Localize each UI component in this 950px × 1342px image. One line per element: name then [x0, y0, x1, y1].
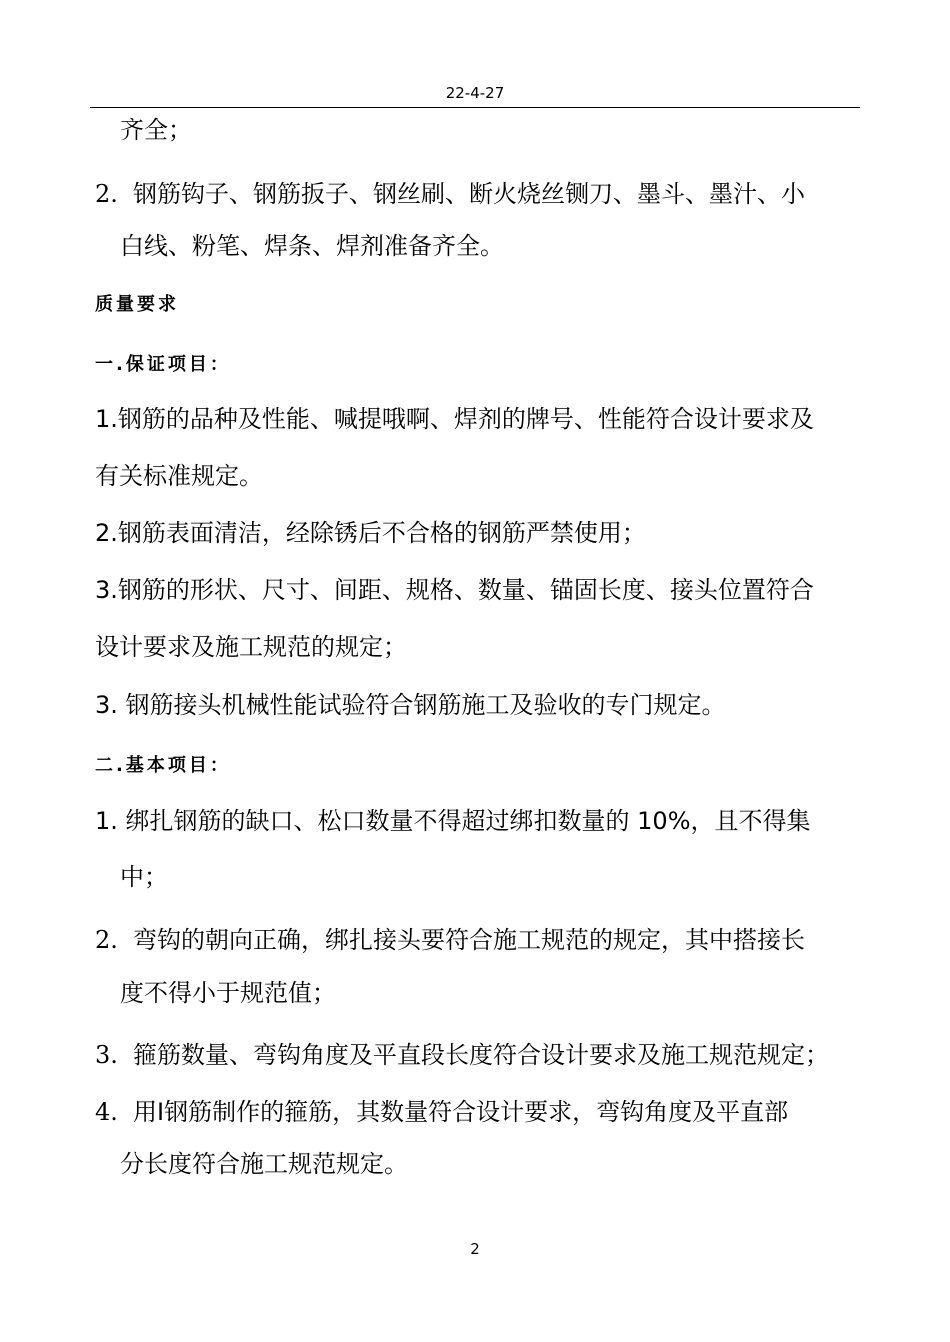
text-line-1: 齐全； — [120, 116, 192, 144]
list-text: 弯钩的朝向正确，绑扎接头要符合施工规范的规定，其中搭接长 — [133, 926, 805, 954]
list-number: 3. — [95, 1041, 118, 1069]
list-item-grade-i — [95, 1095, 865, 1129]
list-number: 2. — [95, 926, 118, 954]
text-line-4: 1.钢筋的品种及性能、喊提哦啊、焊剂的牌号、性能符合设计要求及 — [95, 405, 814, 433]
text-line-16: 分长度符合施工规范规定。 — [120, 1150, 408, 1178]
list-item-tools — [95, 177, 865, 211]
page-number: 2 — [470, 1240, 480, 1258]
section-heading-quality: 质量要求 — [95, 294, 179, 315]
text-line-9: 3. 钢筋接头机械性能试验符合钢筋施工及验收的专门规定。 — [95, 691, 726, 719]
text-line-13: 度不得小于规范值； — [120, 979, 336, 1007]
header-rule — [90, 107, 860, 108]
list-item-stirrup — [95, 1038, 865, 1072]
list-text: 钢筋钩子、钢筋扳子、钢丝刷、断火烧丝铡刀、墨斗、墨汁、小 — [133, 180, 805, 208]
list-text: 用Ⅰ钢筋制作的箍筋，其数量符合设计要求，弯钩角度及平直部 — [133, 1098, 789, 1126]
text-line-8: 设计要求及施工规范的规定； — [95, 633, 407, 661]
list-number: 2. — [95, 180, 118, 208]
list-item-hook — [95, 923, 865, 957]
text-line-6: 2.钢筋表面清洁，经除锈后不合格的钢筋严禁使用； — [95, 519, 646, 547]
section-heading-basic: 二.基本项目： — [95, 755, 231, 776]
text-line-5: 有关标准规定。 — [95, 462, 263, 490]
list-number: 4. — [95, 1098, 118, 1126]
text-line-3: 白线、粉笔、焊条、焊剂准备齐全。 — [120, 232, 504, 260]
text-line-10: 1. 绑扎钢筋的缺口、松口数量不得超过绑扣数量的 10%，且不得集 — [95, 807, 811, 835]
header-date: 22-4-27 — [445, 84, 505, 102]
text-line-7: 3.钢筋的形状、尺寸、间距、规格、数量、锚固长度、接头位置符合 — [95, 576, 814, 604]
section-heading-guarantee: 一.保证项目： — [95, 354, 231, 375]
text-line-11: 中； — [120, 863, 168, 891]
list-text: 箍筋数量、弯钩角度及平直段长度符合设计要求及施工规范规定； — [133, 1041, 829, 1069]
